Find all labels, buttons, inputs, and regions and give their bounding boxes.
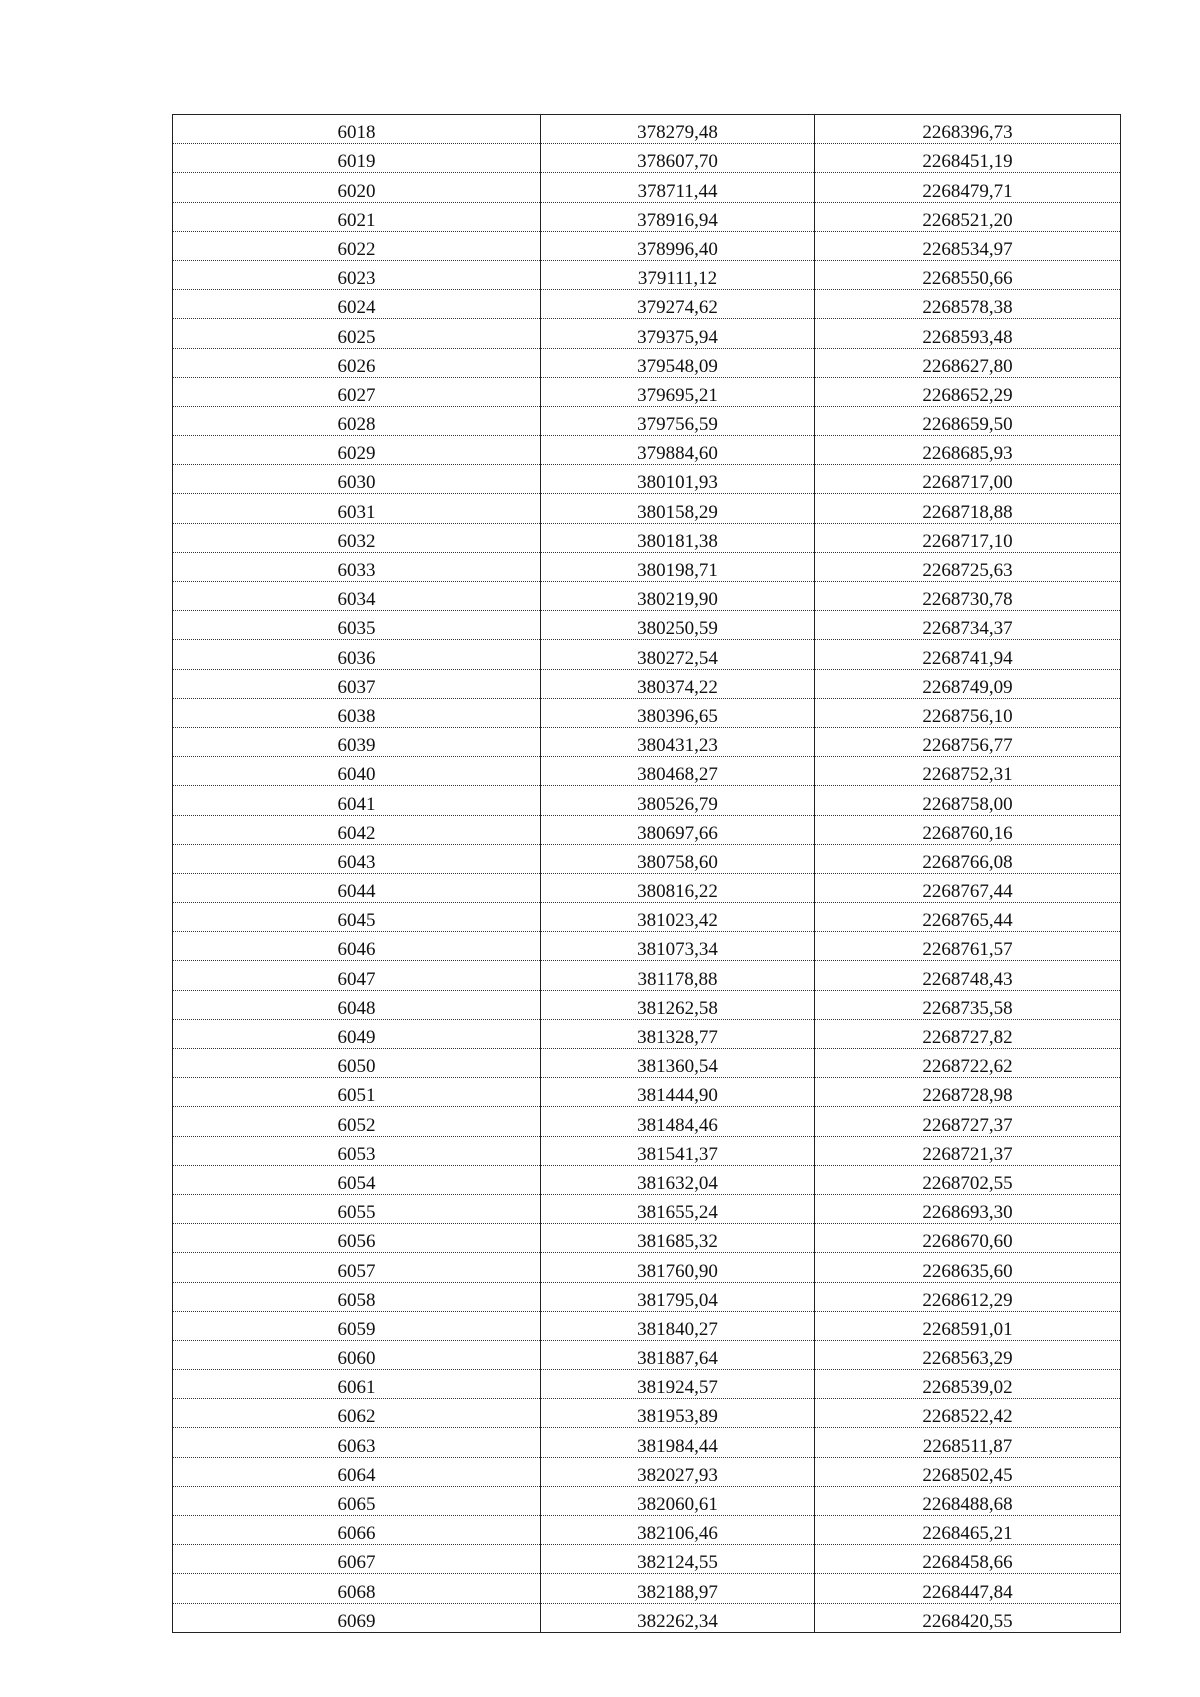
point-number-cell: 6069 <box>173 1603 541 1632</box>
point-number-cell: 6050 <box>173 1049 541 1078</box>
y-coordinate-cell: 2268502,45 <box>815 1457 1121 1486</box>
x-coordinate-cell: 380816,22 <box>541 873 815 902</box>
x-coordinate-cell: 378279,48 <box>541 115 815 144</box>
point-number-cell: 6035 <box>173 611 541 640</box>
table-row <box>173 903 1121 932</box>
table-row <box>173 1574 1121 1603</box>
point-number-cell: 6027 <box>173 377 541 406</box>
point-number-cell: 6042 <box>173 815 541 844</box>
point-number-cell: 6018 <box>173 115 541 144</box>
table-row <box>173 727 1121 756</box>
table-row <box>173 1253 1121 1282</box>
y-coordinate-cell: 2268718,88 <box>815 494 1121 523</box>
y-coordinate-cell: 2268522,42 <box>815 1399 1121 1428</box>
x-coordinate-cell: 382124,55 <box>541 1545 815 1574</box>
table-row <box>173 640 1121 669</box>
point-number-cell: 6066 <box>173 1516 541 1545</box>
x-coordinate-cell: 381924,57 <box>541 1370 815 1399</box>
x-coordinate-cell: 381795,04 <box>541 1282 815 1311</box>
x-coordinate-cell: 381328,77 <box>541 1019 815 1048</box>
table-row <box>173 348 1121 377</box>
y-coordinate-cell: 2268451,19 <box>815 144 1121 173</box>
point-number-cell: 6034 <box>173 582 541 611</box>
table-row <box>173 1107 1121 1136</box>
table-row <box>173 319 1121 348</box>
table-row <box>173 1545 1121 1574</box>
y-coordinate-cell: 2268727,82 <box>815 1019 1121 1048</box>
coordinates-table <box>172 114 1121 1633</box>
y-coordinate-cell: 2268420,55 <box>815 1603 1121 1632</box>
point-number-cell: 6039 <box>173 727 541 756</box>
point-number-cell: 6067 <box>173 1545 541 1574</box>
y-coordinate-cell: 2268465,21 <box>815 1516 1121 1545</box>
y-coordinate-cell: 2268767,44 <box>815 873 1121 902</box>
x-coordinate-cell: 380431,23 <box>541 727 815 756</box>
y-coordinate-cell: 2268761,57 <box>815 932 1121 961</box>
x-coordinate-cell: 381760,90 <box>541 1253 815 1282</box>
x-coordinate-cell: 380250,59 <box>541 611 815 640</box>
y-coordinate-cell: 2268578,38 <box>815 290 1121 319</box>
point-number-cell: 6054 <box>173 1165 541 1194</box>
point-number-cell: 6028 <box>173 406 541 435</box>
y-coordinate-cell: 2268447,84 <box>815 1574 1121 1603</box>
point-number-cell: 6023 <box>173 260 541 289</box>
y-coordinate-cell: 2268693,30 <box>815 1194 1121 1223</box>
table-row <box>173 1311 1121 1340</box>
table-row <box>173 698 1121 727</box>
x-coordinate-cell: 381360,54 <box>541 1049 815 1078</box>
point-number-cell: 6026 <box>173 348 541 377</box>
x-coordinate-cell: 382188,97 <box>541 1574 815 1603</box>
x-coordinate-cell: 382106,46 <box>541 1516 815 1545</box>
point-number-cell: 6048 <box>173 990 541 1019</box>
y-coordinate-cell: 2268741,94 <box>815 640 1121 669</box>
table-row <box>173 436 1121 465</box>
table-row <box>173 815 1121 844</box>
y-coordinate-cell: 2268652,29 <box>815 377 1121 406</box>
point-number-cell: 6058 <box>173 1282 541 1311</box>
table-row <box>173 669 1121 698</box>
point-number-cell: 6029 <box>173 436 541 465</box>
x-coordinate-cell: 380526,79 <box>541 786 815 815</box>
table-row <box>173 1049 1121 1078</box>
table-row <box>173 990 1121 1019</box>
table-row <box>173 115 1121 144</box>
table-row <box>173 786 1121 815</box>
table-row <box>173 932 1121 961</box>
table-row <box>173 1019 1121 1048</box>
point-number-cell: 6040 <box>173 757 541 786</box>
table-row <box>173 406 1121 435</box>
x-coordinate-cell: 379884,60 <box>541 436 815 465</box>
y-coordinate-cell: 2268534,97 <box>815 231 1121 260</box>
x-coordinate-cell: 380468,27 <box>541 757 815 786</box>
y-coordinate-cell: 2268511,87 <box>815 1428 1121 1457</box>
x-coordinate-cell: 381484,46 <box>541 1107 815 1136</box>
table-row <box>173 1516 1121 1545</box>
x-coordinate-cell: 379375,94 <box>541 319 815 348</box>
point-number-cell: 6064 <box>173 1457 541 1486</box>
y-coordinate-cell: 2268717,00 <box>815 465 1121 494</box>
table-row <box>173 961 1121 990</box>
y-coordinate-cell: 2268756,10 <box>815 698 1121 727</box>
table-row <box>173 173 1121 202</box>
y-coordinate-cell: 2268721,37 <box>815 1136 1121 1165</box>
y-coordinate-cell: 2268396,73 <box>815 115 1121 144</box>
y-coordinate-cell: 2268479,71 <box>815 173 1121 202</box>
point-number-cell: 6045 <box>173 903 541 932</box>
x-coordinate-cell: 380697,66 <box>541 815 815 844</box>
y-coordinate-cell: 2268760,16 <box>815 815 1121 844</box>
y-coordinate-cell: 2268734,37 <box>815 611 1121 640</box>
y-coordinate-cell: 2268728,98 <box>815 1078 1121 1107</box>
y-coordinate-cell: 2268488,68 <box>815 1486 1121 1515</box>
point-number-cell: 6021 <box>173 202 541 231</box>
x-coordinate-cell: 381984,44 <box>541 1428 815 1457</box>
x-coordinate-cell: 382060,61 <box>541 1486 815 1515</box>
x-coordinate-cell: 378607,70 <box>541 144 815 173</box>
point-number-cell: 6059 <box>173 1311 541 1340</box>
table-row <box>173 1457 1121 1486</box>
table-row <box>173 1282 1121 1311</box>
table-row <box>173 1194 1121 1223</box>
point-number-cell: 6038 <box>173 698 541 727</box>
x-coordinate-cell: 380396,65 <box>541 698 815 727</box>
table-row <box>173 523 1121 552</box>
y-coordinate-cell: 2268735,58 <box>815 990 1121 1019</box>
y-coordinate-cell: 2268752,31 <box>815 757 1121 786</box>
point-number-cell: 6056 <box>173 1224 541 1253</box>
y-coordinate-cell: 2268765,44 <box>815 903 1121 932</box>
y-coordinate-cell: 2268702,55 <box>815 1165 1121 1194</box>
table-row <box>173 1340 1121 1369</box>
point-number-cell: 6046 <box>173 932 541 961</box>
point-number-cell: 6041 <box>173 786 541 815</box>
y-coordinate-cell: 2268766,08 <box>815 844 1121 873</box>
x-coordinate-cell: 380219,90 <box>541 582 815 611</box>
x-coordinate-cell: 382262,34 <box>541 1603 815 1632</box>
point-number-cell: 6020 <box>173 173 541 202</box>
table-row <box>173 231 1121 260</box>
point-number-cell: 6033 <box>173 552 541 581</box>
point-number-cell: 6052 <box>173 1107 541 1136</box>
y-coordinate-cell: 2268612,29 <box>815 1282 1121 1311</box>
point-number-cell: 6068 <box>173 1574 541 1603</box>
x-coordinate-cell: 380158,29 <box>541 494 815 523</box>
point-number-cell: 6051 <box>173 1078 541 1107</box>
point-number-cell: 6047 <box>173 961 541 990</box>
x-coordinate-cell: 380272,54 <box>541 640 815 669</box>
point-number-cell: 6062 <box>173 1399 541 1428</box>
y-coordinate-cell: 2268685,93 <box>815 436 1121 465</box>
y-coordinate-cell: 2268591,01 <box>815 1311 1121 1340</box>
y-coordinate-cell: 2268593,48 <box>815 319 1121 348</box>
table-row <box>173 1078 1121 1107</box>
y-coordinate-cell: 2268748,43 <box>815 961 1121 990</box>
point-number-cell: 6055 <box>173 1194 541 1223</box>
table-row <box>173 582 1121 611</box>
y-coordinate-cell: 2268730,78 <box>815 582 1121 611</box>
y-coordinate-cell: 2268749,09 <box>815 669 1121 698</box>
point-number-cell: 6057 <box>173 1253 541 1282</box>
x-coordinate-cell: 378711,44 <box>541 173 815 202</box>
point-number-cell: 6053 <box>173 1136 541 1165</box>
point-number-cell: 6065 <box>173 1486 541 1515</box>
point-number-cell: 6063 <box>173 1428 541 1457</box>
x-coordinate-cell: 382027,93 <box>541 1457 815 1486</box>
x-coordinate-cell: 380374,22 <box>541 669 815 698</box>
y-coordinate-cell: 2268722,62 <box>815 1049 1121 1078</box>
x-coordinate-cell: 380181,38 <box>541 523 815 552</box>
point-number-cell: 6019 <box>173 144 541 173</box>
x-coordinate-cell: 381262,58 <box>541 990 815 1019</box>
y-coordinate-cell: 2268550,66 <box>815 260 1121 289</box>
table-row <box>173 552 1121 581</box>
y-coordinate-cell: 2268659,50 <box>815 406 1121 435</box>
x-coordinate-cell: 381632,04 <box>541 1165 815 1194</box>
y-coordinate-cell: 2268670,60 <box>815 1224 1121 1253</box>
x-coordinate-cell: 379756,59 <box>541 406 815 435</box>
y-coordinate-cell: 2268756,77 <box>815 727 1121 756</box>
y-coordinate-cell: 2268727,37 <box>815 1107 1121 1136</box>
y-coordinate-cell: 2268539,02 <box>815 1370 1121 1399</box>
table-row <box>173 1136 1121 1165</box>
x-coordinate-cell: 379274,62 <box>541 290 815 319</box>
y-coordinate-cell: 2268717,10 <box>815 523 1121 552</box>
x-coordinate-cell: 381073,34 <box>541 932 815 961</box>
y-coordinate-cell: 2268635,60 <box>815 1253 1121 1282</box>
point-number-cell: 6031 <box>173 494 541 523</box>
table-row <box>173 611 1121 640</box>
table-row <box>173 1399 1121 1428</box>
x-coordinate-cell: 379695,21 <box>541 377 815 406</box>
table-row <box>173 1603 1121 1632</box>
y-coordinate-cell: 2268758,00 <box>815 786 1121 815</box>
point-number-cell: 6037 <box>173 669 541 698</box>
point-number-cell: 6043 <box>173 844 541 873</box>
table-row <box>173 1486 1121 1515</box>
y-coordinate-cell: 2268521,20 <box>815 202 1121 231</box>
table-row <box>173 1370 1121 1399</box>
point-number-cell: 6044 <box>173 873 541 902</box>
y-coordinate-cell: 2268458,66 <box>815 1545 1121 1574</box>
y-coordinate-cell: 2268627,80 <box>815 348 1121 377</box>
table-row <box>173 202 1121 231</box>
x-coordinate-cell: 381953,89 <box>541 1399 815 1428</box>
table-row <box>173 873 1121 902</box>
y-coordinate-cell: 2268725,63 <box>815 552 1121 581</box>
point-number-cell: 6025 <box>173 319 541 348</box>
x-coordinate-cell: 378916,94 <box>541 202 815 231</box>
table-row <box>173 465 1121 494</box>
point-number-cell: 6061 <box>173 1370 541 1399</box>
x-coordinate-cell: 381023,42 <box>541 903 815 932</box>
x-coordinate-cell: 381541,37 <box>541 1136 815 1165</box>
x-coordinate-cell: 380198,71 <box>541 552 815 581</box>
table-row <box>173 494 1121 523</box>
x-coordinate-cell: 379548,09 <box>541 348 815 377</box>
point-number-cell: 6036 <box>173 640 541 669</box>
x-coordinate-cell: 379111,12 <box>541 260 815 289</box>
point-number-cell: 6024 <box>173 290 541 319</box>
table-row <box>173 144 1121 173</box>
table-row <box>173 260 1121 289</box>
y-coordinate-cell: 2268563,29 <box>815 1340 1121 1369</box>
point-number-cell: 6049 <box>173 1019 541 1048</box>
x-coordinate-cell: 381840,27 <box>541 1311 815 1340</box>
x-coordinate-cell: 380101,93 <box>541 465 815 494</box>
x-coordinate-cell: 378996,40 <box>541 231 815 260</box>
table-row <box>173 844 1121 873</box>
point-number-cell: 6032 <box>173 523 541 552</box>
table-row <box>173 1428 1121 1457</box>
table-row <box>173 290 1121 319</box>
point-number-cell: 6022 <box>173 231 541 260</box>
x-coordinate-cell: 381178,88 <box>541 961 815 990</box>
coordinates-table-body <box>173 115 1121 1633</box>
table-row <box>173 1224 1121 1253</box>
x-coordinate-cell: 380758,60 <box>541 844 815 873</box>
table-row <box>173 377 1121 406</box>
x-coordinate-cell: 381655,24 <box>541 1194 815 1223</box>
table-row <box>173 757 1121 786</box>
point-number-cell: 6030 <box>173 465 541 494</box>
table-row <box>173 1165 1121 1194</box>
point-number-cell: 6060 <box>173 1340 541 1369</box>
x-coordinate-cell: 381444,90 <box>541 1078 815 1107</box>
x-coordinate-cell: 381685,32 <box>541 1224 815 1253</box>
x-coordinate-cell: 381887,64 <box>541 1340 815 1369</box>
